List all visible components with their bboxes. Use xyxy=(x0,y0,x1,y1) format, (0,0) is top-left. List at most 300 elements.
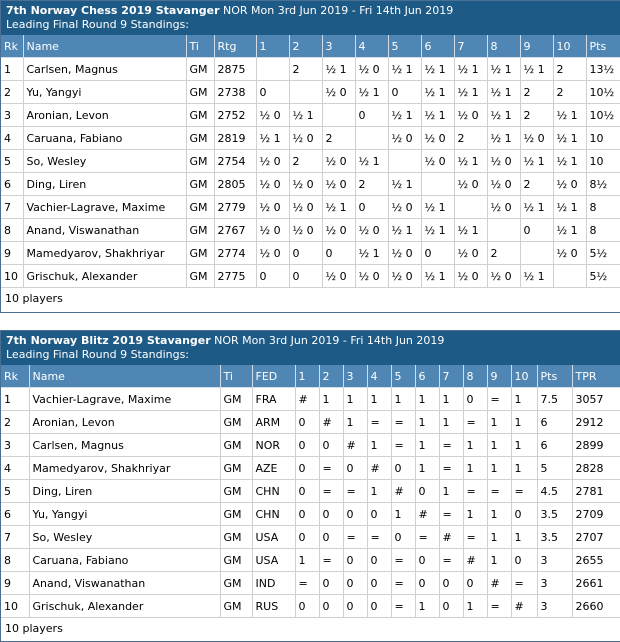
chess-result-cell: ½ 1 xyxy=(256,127,289,150)
chess-rating-cell: 2754 xyxy=(214,150,256,173)
chess-result-cell: 2 xyxy=(454,127,487,150)
blitz-result-cell: = xyxy=(343,526,367,549)
blitz-rank-cell: 9 xyxy=(1,572,29,595)
blitz-result-cell: = xyxy=(487,388,511,411)
blitz-rank-cell: 10 xyxy=(1,595,29,618)
blitz-column-header: 1 xyxy=(295,365,319,388)
blitz-result-cell: = xyxy=(391,595,415,618)
chess-result-cell: 0 xyxy=(322,242,355,265)
blitz-result-cell: 0 xyxy=(367,572,391,595)
blitz-result-cell: 0 xyxy=(463,572,487,595)
blitz-column-header: 6 xyxy=(415,365,439,388)
chess-result-cell xyxy=(256,58,289,81)
blitz-result-cell: 0 xyxy=(415,480,439,503)
blitz-result-cell: 0 xyxy=(391,526,415,549)
chess-result-cell: ½ 1 xyxy=(421,104,454,127)
blitz-result-cell: 1 xyxy=(415,457,439,480)
chess-table-row xyxy=(1,104,620,127)
chess-result-cell: ½ 1 xyxy=(520,265,553,288)
blitz-title-cell: GM xyxy=(220,434,252,457)
chess-table-body xyxy=(1,58,620,288)
chess-result-cell: 0 xyxy=(289,242,322,265)
blitz-rank-cell: 5 xyxy=(1,480,29,503)
blitz-result-cell: # xyxy=(295,388,319,411)
blitz-result-cell: 1 xyxy=(511,388,537,411)
blitz-result-cell: 0 xyxy=(511,549,537,572)
blitz-result-cell: = xyxy=(295,572,319,595)
blitz-result-cell: 1 xyxy=(367,480,391,503)
chess-result-cell: ½ 0 xyxy=(322,219,355,242)
blitz-result-cell: = xyxy=(463,480,487,503)
chess-result-cell: ½ 1 xyxy=(355,150,388,173)
blitz-points-cell: 3 xyxy=(537,549,572,572)
chess-table-row xyxy=(1,150,620,173)
chess-result-cell: ½ 1 xyxy=(421,196,454,219)
chess-rank-cell: 4 xyxy=(1,127,23,150)
chess-result-cell: ½ 0 xyxy=(322,265,355,288)
blitz-result-cell: # xyxy=(439,526,463,549)
chess-result-cell: ½ 1 xyxy=(322,58,355,81)
chess-player-name-cell: Grischuk, Alexander xyxy=(23,265,186,288)
chess-result-cell xyxy=(454,196,487,219)
blitz-table-body xyxy=(1,388,620,618)
chess-title-cell: GM xyxy=(186,265,214,288)
chess-rank-cell: 7 xyxy=(1,196,23,219)
blitz-federation-cell: NOR xyxy=(252,434,295,457)
blitz-column-header: 9 xyxy=(487,365,511,388)
chess-result-cell: ½ 0 xyxy=(289,173,322,196)
chess-points-cell: 5½ xyxy=(586,265,620,288)
chess-result-cell: ½ 1 xyxy=(553,127,586,150)
chess-player-name-cell: Ding, Liren xyxy=(23,173,186,196)
chess-column-header: 7 xyxy=(454,35,487,58)
blitz-table-row xyxy=(1,572,620,595)
blitz-table-row xyxy=(1,480,620,503)
blitz-points-cell: 6 xyxy=(537,434,572,457)
chess-result-cell: ½ 1 xyxy=(355,242,388,265)
chess-points-cell: 8 xyxy=(586,219,620,242)
chess-result-cell: ½ 1 xyxy=(355,81,388,104)
blitz-result-cell: = xyxy=(487,595,511,618)
chess-rank-cell: 10 xyxy=(1,265,23,288)
chess-result-cell: ½ 1 xyxy=(520,58,553,81)
chess-result-cell: ½ 1 xyxy=(454,150,487,173)
chess-result-cell xyxy=(289,81,322,104)
blitz-tpr-cell: 2899 xyxy=(572,434,620,457)
chess-rank-cell: 5 xyxy=(1,150,23,173)
blitz-result-cell: # xyxy=(367,457,391,480)
blitz-result-cell: 1 xyxy=(487,549,511,572)
blitz-result-cell: 0 xyxy=(415,572,439,595)
chess-title-cell: GM xyxy=(186,104,214,127)
chess-result-cell: 0 xyxy=(520,219,553,242)
blitz-title-cell: GM xyxy=(220,595,252,618)
chess-result-cell: ½ 1 xyxy=(487,104,520,127)
blitz-result-cell: 1 xyxy=(367,434,391,457)
blitz-tpr-cell: 2781 xyxy=(572,480,620,503)
chess-rating-cell: 2775 xyxy=(214,265,256,288)
blitz-points-cell: 7.5 xyxy=(537,388,572,411)
chess-result-cell: 2 xyxy=(520,104,553,127)
chess-column-header: Rk xyxy=(1,35,23,58)
chess-result-cell: ½ 0 xyxy=(421,127,454,150)
blitz-column-header: TPR xyxy=(572,365,620,388)
chess-column-header: Ti xyxy=(186,35,214,58)
chess-title-cell: GM xyxy=(186,173,214,196)
blitz-points-cell: 3 xyxy=(537,595,572,618)
chess-result-cell: ½ 1 xyxy=(421,219,454,242)
chess-result-cell: 2 xyxy=(553,58,586,81)
chess-result-cell: ½ 0 xyxy=(454,265,487,288)
chess-column-header: 8 xyxy=(487,35,520,58)
chess-result-cell: 2 xyxy=(289,58,322,81)
blitz-result-cell: 0 xyxy=(319,503,343,526)
blitz-result-cell: = xyxy=(439,434,463,457)
blitz-player-name-cell: Anand, Viswanathan xyxy=(29,572,220,595)
blitz-result-cell: = xyxy=(367,411,391,434)
chess-result-cell: 0 xyxy=(355,196,388,219)
chess-title-cell: GM xyxy=(186,219,214,242)
chess-result-cell xyxy=(355,127,388,150)
chess-result-cell: ½ 0 xyxy=(553,173,586,196)
blitz-result-cell: 1 xyxy=(415,595,439,618)
blitz-result-cell: 0 xyxy=(367,503,391,526)
blitz-result-cell: 0 xyxy=(295,411,319,434)
blitz-title-rest: NOR Mon 3rd Jun 2019 - Fri 14th Jun 2019 xyxy=(210,334,445,347)
chess-rank-cell: 8 xyxy=(1,219,23,242)
blitz-result-cell: 0 xyxy=(295,480,319,503)
blitz-federation-cell: RUS xyxy=(252,595,295,618)
blitz-result-cell: 1 xyxy=(487,434,511,457)
chess-result-cell: ½ 1 xyxy=(421,265,454,288)
blitz-result-cell: = xyxy=(415,526,439,549)
blitz-result-cell: 0 xyxy=(295,503,319,526)
chess-title-cell: GM xyxy=(186,81,214,104)
chess-result-cell: ½ 1 xyxy=(520,196,553,219)
blitz-table-row xyxy=(1,503,620,526)
blitz-result-cell: 0 xyxy=(319,572,343,595)
blitz-result-cell: = xyxy=(391,549,415,572)
chess-result-cell: 2 xyxy=(487,242,520,265)
blitz-result-cell: 0 xyxy=(439,572,463,595)
chess-points-cell: 8 xyxy=(586,196,620,219)
chess-result-cell: ½ 0 xyxy=(289,127,322,150)
chess-result-cell: 2 xyxy=(322,127,355,150)
blitz-subheading: Leading Final Round 9 Standings: xyxy=(6,348,190,361)
blitz-title-cell: GM xyxy=(220,480,252,503)
blitz-tpr-cell: 3057 xyxy=(572,388,620,411)
blitz-result-cell: 0 xyxy=(319,434,343,457)
blitz-title-cell: GM xyxy=(220,549,252,572)
blitz-title-cell: GM xyxy=(220,572,252,595)
blitz-standings-panel xyxy=(0,330,620,642)
chess-result-cell: ½ 1 xyxy=(388,219,421,242)
blitz-result-cell: 0 xyxy=(343,549,367,572)
chess-result-cell: 2 xyxy=(520,173,553,196)
chess-title-cell: GM xyxy=(186,242,214,265)
chess-player-name-cell: So, Wesley xyxy=(23,150,186,173)
chess-title-rest: NOR Mon 3rd Jun 2019 - Fri 14th Jun 2019 xyxy=(219,4,454,17)
blitz-result-cell: 0 xyxy=(319,595,343,618)
blitz-column-header: 3 xyxy=(343,365,367,388)
blitz-points-cell: 3.5 xyxy=(537,526,572,549)
chess-table-row xyxy=(1,242,620,265)
chess-rating-cell: 2779 xyxy=(214,196,256,219)
blitz-header-row xyxy=(1,365,620,388)
chess-standings-table xyxy=(1,35,620,288)
chess-title-cell: GM xyxy=(186,196,214,219)
chess-result-cell: ½ 0 xyxy=(355,265,388,288)
blitz-result-cell: 0 xyxy=(343,595,367,618)
blitz-result-cell: = xyxy=(487,480,511,503)
chess-result-cell: 0 xyxy=(388,81,421,104)
blitz-result-cell: 0 xyxy=(343,572,367,595)
blitz-player-name-cell: Carlsen, Magnus xyxy=(29,434,220,457)
blitz-result-cell: # xyxy=(343,434,367,457)
chess-result-cell: ½ 1 xyxy=(553,104,586,127)
chess-result-cell: ½ 0 xyxy=(256,196,289,219)
chess-result-cell: ½ 0 xyxy=(388,265,421,288)
blitz-result-cell: = xyxy=(319,480,343,503)
chess-result-cell: ½ 0 xyxy=(256,242,289,265)
chess-result-cell: 0 xyxy=(355,104,388,127)
chess-player-name-cell: Vachier-Lagrave, Maxime xyxy=(23,196,186,219)
chess-result-cell: ½ 1 xyxy=(421,81,454,104)
blitz-result-cell: 0 xyxy=(343,457,367,480)
blitz-result-cell: # xyxy=(463,549,487,572)
blitz-result-cell: 1 xyxy=(415,411,439,434)
blitz-result-cell: 1 xyxy=(463,434,487,457)
blitz-result-cell: 1 xyxy=(439,411,463,434)
chess-player-count: 10 players xyxy=(5,292,63,305)
blitz-result-cell: 1 xyxy=(463,457,487,480)
chess-result-cell: ½ 1 xyxy=(454,219,487,242)
blitz-result-cell: 1 xyxy=(319,388,343,411)
blitz-result-cell: 1 xyxy=(343,388,367,411)
chess-column-header: 5 xyxy=(388,35,421,58)
blitz-result-cell: 1 xyxy=(487,526,511,549)
blitz-result-cell: 1 xyxy=(487,411,511,434)
chess-column-header: Rtg xyxy=(214,35,256,58)
blitz-player-name-cell: Caruana, Fabiano xyxy=(29,549,220,572)
blitz-result-cell: = xyxy=(319,549,343,572)
chess-result-cell: ½ 0 xyxy=(322,150,355,173)
blitz-rank-cell: 6 xyxy=(1,503,29,526)
blitz-result-cell: = xyxy=(511,572,537,595)
blitz-result-cell: 0 xyxy=(367,549,391,572)
chess-column-header: 2 xyxy=(289,35,322,58)
blitz-table-row xyxy=(1,595,620,618)
chess-rating-cell: 2767 xyxy=(214,219,256,242)
chess-result-cell: ½ 0 xyxy=(388,127,421,150)
blitz-player-name-cell: Vachier-Lagrave, Maxime xyxy=(29,388,220,411)
chess-result-cell: ½ 1 xyxy=(388,58,421,81)
chess-table-row xyxy=(1,219,620,242)
chess-rank-cell: 9 xyxy=(1,242,23,265)
blitz-rank-cell: 4 xyxy=(1,457,29,480)
blitz-result-cell: = xyxy=(319,457,343,480)
blitz-column-header: 8 xyxy=(463,365,487,388)
blitz-result-cell: 0 xyxy=(295,595,319,618)
blitz-points-cell: 4.5 xyxy=(537,480,572,503)
chess-result-cell: ½ 1 xyxy=(487,81,520,104)
chess-column-header: Name xyxy=(23,35,186,58)
blitz-result-cell: = xyxy=(439,503,463,526)
chess-result-cell: ½ 1 xyxy=(289,104,322,127)
chess-player-name-cell: Aronian, Levon xyxy=(23,104,186,127)
chess-result-cell: ½ 1 xyxy=(388,173,421,196)
chess-result-cell: ½ 1 xyxy=(322,196,355,219)
blitz-result-cell: 1 xyxy=(511,526,537,549)
chess-player-name-cell: Yu, Yangyi xyxy=(23,81,186,104)
chess-result-cell: ½ 0 xyxy=(454,242,487,265)
blitz-column-header: 7 xyxy=(439,365,463,388)
chess-result-cell: 2 xyxy=(289,150,322,173)
blitz-points-cell: 5 xyxy=(537,457,572,480)
blitz-result-cell: = xyxy=(343,480,367,503)
blitz-column-header: 10 xyxy=(511,365,537,388)
blitz-player-name-cell: Yu, Yangyi xyxy=(29,503,220,526)
chess-rank-cell: 1 xyxy=(1,58,23,81)
blitz-title-cell: GM xyxy=(220,526,252,549)
blitz-result-cell: 1 xyxy=(463,503,487,526)
chess-result-cell: ½ 0 xyxy=(487,196,520,219)
chess-points-cell: 5½ xyxy=(586,242,620,265)
blitz-column-header: Rk xyxy=(1,365,29,388)
blitz-column-header: 4 xyxy=(367,365,391,388)
blitz-column-header: FED xyxy=(252,365,295,388)
chess-result-cell: ½ 1 xyxy=(553,150,586,173)
chess-player-name-cell: Caruana, Fabiano xyxy=(23,127,186,150)
chess-result-cell xyxy=(322,104,355,127)
chess-result-cell: ½ 1 xyxy=(553,219,586,242)
chess-result-cell: 0 xyxy=(421,242,454,265)
chess-result-cell xyxy=(553,265,586,288)
chess-points-cell: 10 xyxy=(586,150,620,173)
blitz-result-cell: # xyxy=(391,480,415,503)
blitz-table-row xyxy=(1,526,620,549)
chess-column-header: 3 xyxy=(322,35,355,58)
blitz-table-row xyxy=(1,388,620,411)
blitz-title: 7th Norway Blitz 2019 Stavanger xyxy=(6,334,211,347)
blitz-player-name-cell: Mamedyarov, Shakhriyar xyxy=(29,457,220,480)
chess-result-cell: ½ 1 xyxy=(553,196,586,219)
blitz-rank-cell: 3 xyxy=(1,434,29,457)
blitz-result-cell: # xyxy=(487,572,511,595)
blitz-result-cell: 1 xyxy=(391,388,415,411)
blitz-player-name-cell: So, Wesley xyxy=(29,526,220,549)
blitz-federation-cell: IND xyxy=(252,572,295,595)
blitz-result-cell: 0 xyxy=(463,388,487,411)
blitz-result-cell: 1 xyxy=(415,388,439,411)
chess-result-cell: ½ 0 xyxy=(388,242,421,265)
blitz-tpr-cell: 2655 xyxy=(572,549,620,572)
blitz-result-cell: 1 xyxy=(511,457,537,480)
blitz-column-header: Pts xyxy=(537,365,572,388)
chess-result-cell: ½ 0 xyxy=(322,173,355,196)
chess-result-cell: ½ 0 xyxy=(487,265,520,288)
blitz-result-cell: 1 xyxy=(511,434,537,457)
blitz-tpr-cell: 2709 xyxy=(572,503,620,526)
chess-column-header: 10 xyxy=(553,35,586,58)
chess-rating-cell: 2738 xyxy=(214,81,256,104)
chess-column-header: 4 xyxy=(355,35,388,58)
blitz-federation-cell: CHN xyxy=(252,503,295,526)
blitz-player-name-cell: Ding, Liren xyxy=(29,480,220,503)
chess-table-row xyxy=(1,173,620,196)
blitz-table-row xyxy=(1,411,620,434)
blitz-rank-cell: 2 xyxy=(1,411,29,434)
chess-rating-cell: 2774 xyxy=(214,242,256,265)
blitz-result-cell: 0 xyxy=(511,503,537,526)
blitz-result-cell: # xyxy=(415,503,439,526)
chess-points-cell: 10½ xyxy=(586,81,620,104)
chess-result-cell xyxy=(388,150,421,173)
chess-table-row xyxy=(1,196,620,219)
blitz-federation-cell: CHN xyxy=(252,480,295,503)
chess-result-cell: ½ 1 xyxy=(421,58,454,81)
blitz-tpr-cell: 2660 xyxy=(572,595,620,618)
chess-result-cell: ½ 1 xyxy=(487,127,520,150)
chess-player-name-cell: Carlsen, Magnus xyxy=(23,58,186,81)
chess-rank-cell: 3 xyxy=(1,104,23,127)
chess-result-cell: ½ 0 xyxy=(256,150,289,173)
blitz-rank-cell: 1 xyxy=(1,388,29,411)
blitz-tpr-cell: 2912 xyxy=(572,411,620,434)
chess-points-cell: 10½ xyxy=(586,104,620,127)
chess-result-cell: 2 xyxy=(355,173,388,196)
blitz-result-cell: 1 xyxy=(367,388,391,411)
chess-player-name-cell: Anand, Viswanathan xyxy=(23,219,186,242)
chess-result-cell: ½ 1 xyxy=(388,104,421,127)
blitz-tpr-cell: 2661 xyxy=(572,572,620,595)
blitz-result-cell: 1 xyxy=(439,388,463,411)
chess-result-cell: ½ 0 xyxy=(454,104,487,127)
blitz-result-cell: 1 xyxy=(439,480,463,503)
blitz-result-cell: = xyxy=(367,526,391,549)
blitz-points-cell: 6 xyxy=(537,411,572,434)
chess-result-cell: 2 xyxy=(553,81,586,104)
blitz-result-cell: = xyxy=(439,457,463,480)
blitz-points-cell: 3.5 xyxy=(537,503,572,526)
blitz-result-cell: # xyxy=(511,595,537,618)
chess-points-cell: 13½ xyxy=(586,58,620,81)
blitz-column-header: Name xyxy=(29,365,220,388)
blitz-result-cell: 0 xyxy=(415,549,439,572)
chess-result-cell: 2 xyxy=(520,81,553,104)
blitz-standings-table xyxy=(1,365,620,618)
chess-subheading: Leading Final Round 9 Standings: xyxy=(6,18,190,31)
chess-rating-cell: 2875 xyxy=(214,58,256,81)
chess-result-cell: ½ 0 xyxy=(421,150,454,173)
chess-result-cell: ½ 1 xyxy=(454,58,487,81)
chess-column-header: 9 xyxy=(520,35,553,58)
blitz-federation-cell: ARM xyxy=(252,411,295,434)
chess-column-header: 1 xyxy=(256,35,289,58)
blitz-result-cell: = xyxy=(463,526,487,549)
blitz-title-cell: GM xyxy=(220,457,252,480)
chess-result-cell: ½ 0 xyxy=(553,242,586,265)
blitz-federation-cell: AZE xyxy=(252,457,295,480)
chess-header-row xyxy=(1,35,620,58)
chess-rating-cell: 2819 xyxy=(214,127,256,150)
chess-table-row xyxy=(1,81,620,104)
chess-panel-header xyxy=(1,1,620,35)
blitz-federation-cell: USA xyxy=(252,549,295,572)
chess-rating-cell: 2752 xyxy=(214,104,256,127)
blitz-federation-cell: USA xyxy=(252,526,295,549)
chess-title-cell: GM xyxy=(186,127,214,150)
